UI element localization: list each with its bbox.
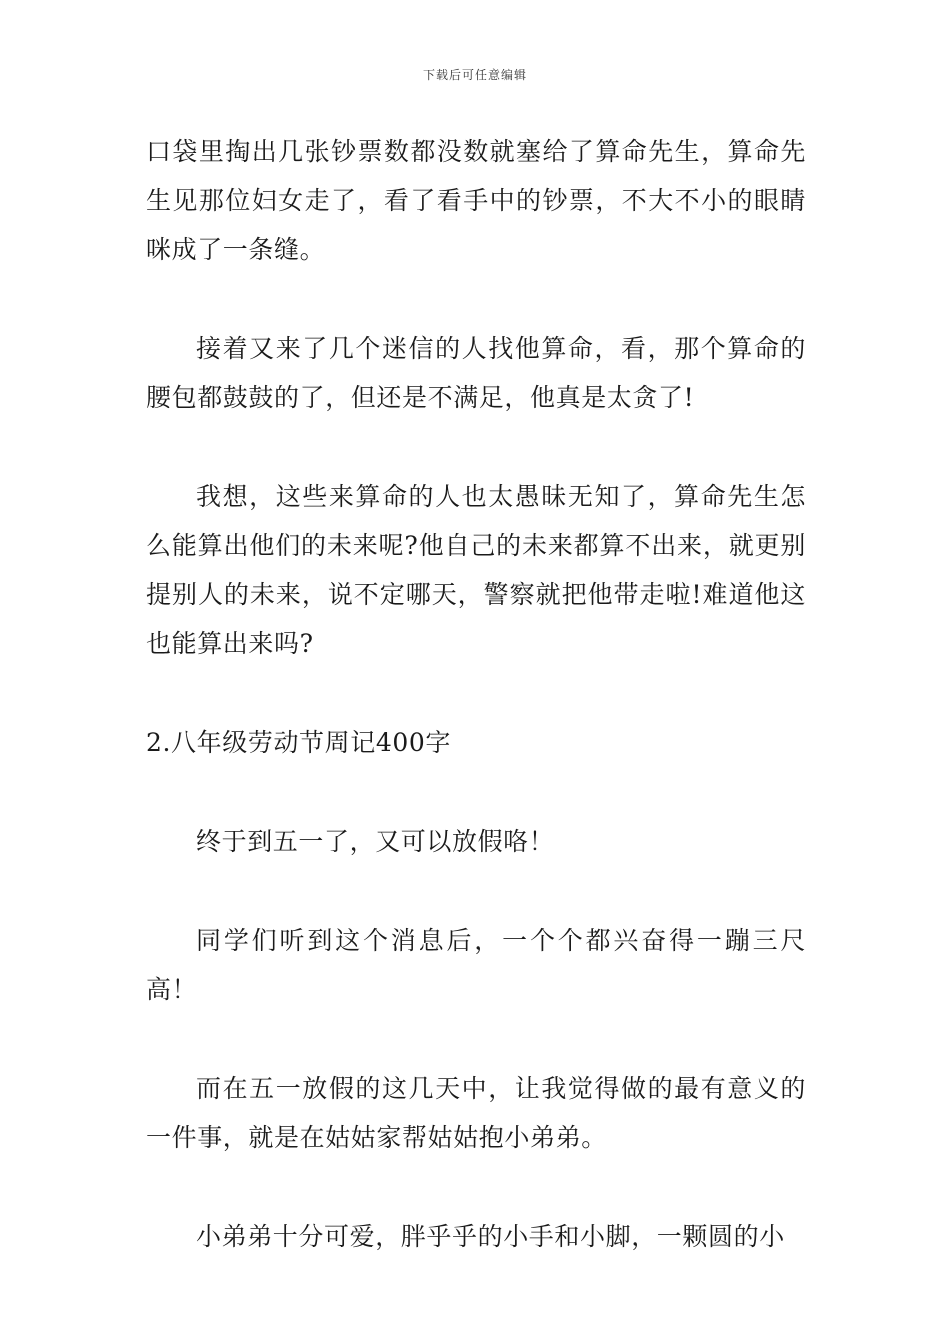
paragraph: 我想，这些来算命的人也太愚昧无知了，算命先生怎么能算出他们的未来呢?他自己的未来都算不出来，就更别提别人的未来，说不定哪天，警察就把他带走啦!难道他这也能算出来吗? — [146, 482, 806, 658]
section-title: 2.八年级劳动节周记400字 — [146, 728, 451, 757]
paragraph: 终于到五一了，又可以放假咯！ — [196, 827, 555, 856]
paragraph: 接着又来了几个迷信的人找他算命，看，那个算命的腰包都鼓鼓的了，但还是不满足，他真是太贪了! — [146, 334, 806, 412]
page-header-note: 下载后可任意编辑 — [422, 68, 527, 82]
paragraph-continued: 口袋里掏出几张钞票数都没数就塞给了算命先生，算命先生见那位妇女走了，看了看手中的钞票，不大不小的眼睛咪成了一条缝。 — [146, 137, 806, 264]
paragraph: 同学们听到这个消息后，一个个都兴奋得一蹦三尺高！ — [146, 926, 806, 1004]
paragraph: 而在五一放假的这几天中，让我觉得做的最有意义的一件事，就是在姑姑家帮姑姑抱小弟弟。 — [146, 1074, 806, 1152]
paragraph-truncated: 小弟弟十分可爱，胖乎乎的小手和小脚，一颗圆的小 — [196, 1222, 785, 1251]
document-body — [146, 127, 806, 1261]
